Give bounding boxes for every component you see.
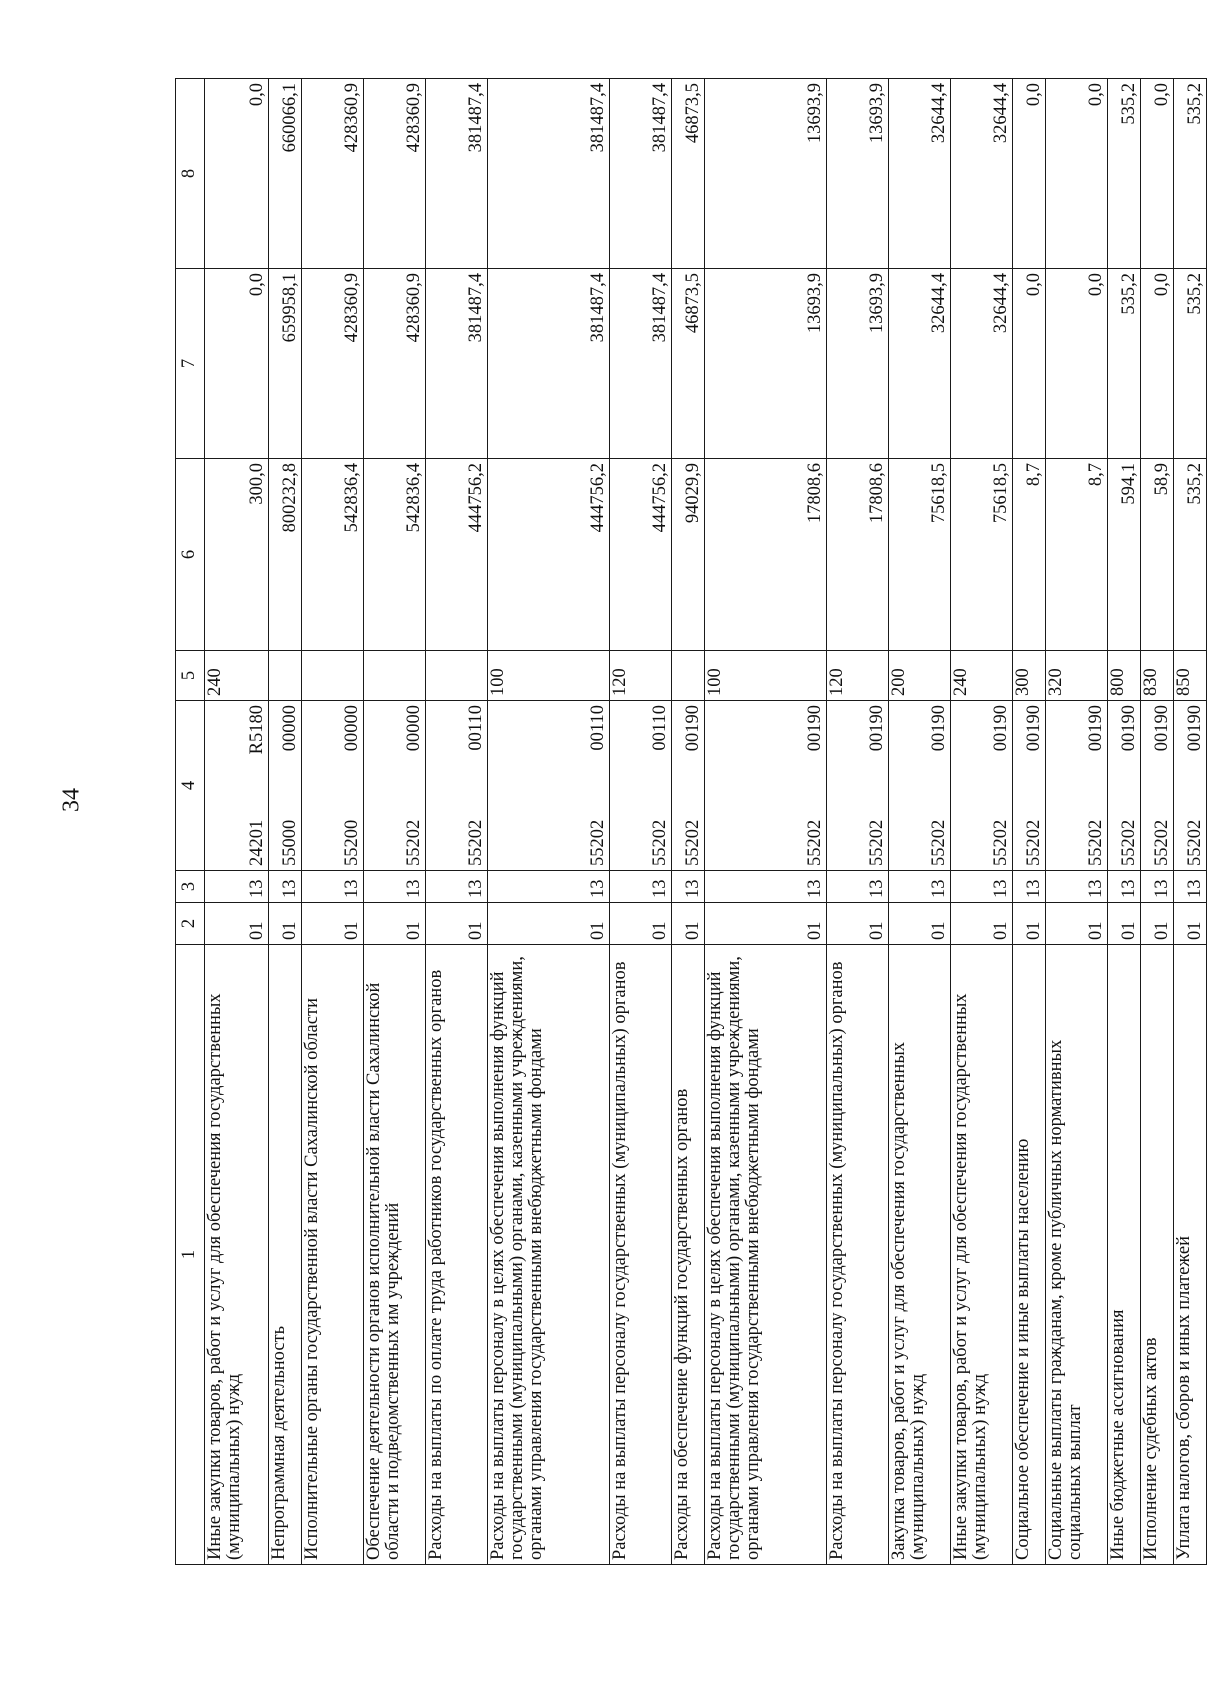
column-header: 1 [176, 945, 205, 1565]
column-header: 7 [176, 269, 205, 459]
amount-col6-cell: 542836,4 [364, 459, 426, 651]
section-code-cell: 01 [1174, 903, 1207, 945]
target-article-code [806, 705, 825, 866]
expense-type-cell: 200 [889, 651, 951, 701]
amount-col6-cell: 17808,6 [705, 459, 827, 651]
target-article-part1: 55202 [804, 819, 825, 866]
amount-col6-cell: 800232,8 [269, 459, 302, 651]
target-article-cell [364, 701, 426, 871]
amount-col6-cell: 75618,5 [951, 459, 1013, 651]
target-article-cell [269, 701, 302, 871]
target-article-part1: 55200 [341, 819, 362, 866]
target-article-part2: 00190 [928, 705, 949, 752]
target-article-part1: 55202 [465, 819, 486, 866]
expense-name-cell: Расходы на выплаты персоналу в целях обеспечения выполнения функций государственными (муниципальными) органами, казенными учреждениями, органами управления государственными внебюджетными фондами [705, 945, 827, 1565]
section-code-cell: 01 [1141, 903, 1174, 945]
subsection-code-cell: 13 [1108, 871, 1141, 903]
amount-col6-cell: 17808,6 [827, 459, 889, 651]
target-article-part2: 00190 [682, 705, 703, 752]
target-article-part1: 55202 [403, 819, 424, 866]
table-row [302, 79, 364, 1565]
expense-type-cell: 240 [205, 651, 269, 701]
amount-col6-cell: 444756,2 [426, 459, 488, 651]
expense-name-cell: Социальные выплаты гражданам, кроме публичных нормативных социальных выплат [1046, 945, 1108, 1565]
expense-type-cell [672, 651, 705, 701]
subsection-code-cell: 13 [426, 871, 488, 903]
target-article-code [343, 705, 362, 866]
section-code-cell: 01 [488, 903, 610, 945]
target-article-cell [827, 701, 889, 871]
section-code-cell: 01 [889, 903, 951, 945]
table-row [205, 79, 269, 1565]
section-code-cell: 01 [1013, 903, 1046, 945]
target-article-cell [1141, 701, 1174, 871]
subsection-code-cell: 13 [705, 871, 827, 903]
amount-col8-cell: 46873,5 [672, 79, 705, 269]
expense-name-cell: Исполнительные органы государственной власти Сахалинской области [302, 945, 364, 1565]
amount-col7-cell: 13693,9 [827, 269, 889, 459]
expense-name-cell: Иные закупки товаров, работ и услуг для обеспечения государственных (муниципальных) нужд [205, 945, 269, 1565]
table-row [364, 79, 426, 1565]
subsection-code-cell: 13 [827, 871, 889, 903]
column-header: 5 [176, 651, 205, 701]
table-row [269, 79, 302, 1565]
expense-name-cell: Непрограммная деятельность [269, 945, 302, 1565]
amount-col6-cell: 444756,2 [488, 459, 610, 651]
amount-col7-cell: 381487,4 [610, 269, 672, 459]
target-article-part2: 00190 [1118, 705, 1139, 752]
amount-col7-cell: 32644,4 [889, 269, 951, 459]
expense-name-cell: Расходы на выплаты персоналу государственных (муниципальных) органов [610, 945, 672, 1565]
table-row [488, 79, 610, 1565]
target-article-part2: 00190 [1151, 705, 1172, 752]
target-article-part1: 55202 [1184, 819, 1205, 866]
amount-col6-cell: 535,2 [1174, 459, 1207, 651]
target-article-part2: 00190 [1023, 705, 1044, 752]
amount-col7-cell: 0,0 [205, 269, 269, 459]
amount-col8-cell: 381487,4 [488, 79, 610, 269]
target-article-code [1120, 705, 1139, 866]
table-row [426, 79, 488, 1565]
section-code-cell: 01 [302, 903, 364, 945]
amount-col7-cell: 535,2 [1108, 269, 1141, 459]
amount-col6-cell: 300,0 [205, 459, 269, 651]
target-article-part1: 55000 [279, 819, 300, 866]
target-article-cell [488, 701, 610, 871]
section-code-cell: 01 [426, 903, 488, 945]
target-article-code [589, 705, 608, 866]
amount-col7-cell: 428360,9 [302, 269, 364, 459]
amount-col7-cell: 0,0 [1013, 269, 1046, 459]
amount-col6-cell: 594,1 [1108, 459, 1141, 651]
target-article-cell [951, 701, 1013, 871]
page-number: 34 [58, 788, 85, 812]
target-article-part1: 55202 [1151, 819, 1172, 866]
expense-name-cell: Закупка товаров, работ и услуг для обеспечения государственных (муниципальных) нужд [889, 945, 951, 1565]
subsection-code-cell: 13 [302, 871, 364, 903]
subsection-code-cell: 13 [610, 871, 672, 903]
amount-col7-cell: 381487,4 [426, 269, 488, 459]
subsection-code-cell: 13 [1141, 871, 1174, 903]
amount-col6-cell: 444756,2 [610, 459, 672, 651]
amount-col8-cell: 535,2 [1108, 79, 1141, 269]
table-row [889, 79, 951, 1565]
target-article-cell [672, 701, 705, 871]
target-article-code [992, 705, 1011, 866]
subsection-code-cell: 13 [205, 871, 269, 903]
section-code-cell: 01 [269, 903, 302, 945]
subsection-code-cell: 13 [951, 871, 1013, 903]
amount-col8-cell: 13693,9 [705, 79, 827, 269]
target-article-code [930, 705, 949, 866]
target-article-part2: 00190 [866, 705, 887, 752]
target-article-part2: 00110 [587, 705, 608, 751]
target-article-part2: R5180 [246, 705, 267, 755]
expense-type-cell: 850 [1174, 651, 1207, 701]
expense-type-cell: 100 [705, 651, 827, 701]
expense-type-cell [302, 651, 364, 701]
target-article-cell [1108, 701, 1141, 871]
section-code-cell: 01 [1108, 903, 1141, 945]
amount-col7-cell: 428360,9 [364, 269, 426, 459]
target-article-part1: 55202 [682, 819, 703, 866]
expense-name-cell: Исполнение судебных актов [1141, 945, 1174, 1565]
subsection-code-cell: 13 [889, 871, 951, 903]
expense-name-cell: Социальное обеспечение и иные выплаты населению [1013, 945, 1046, 1565]
expense-name-cell: Расходы на обеспечение функций государственных органов [672, 945, 705, 1565]
amount-col8-cell: 428360,9 [364, 79, 426, 269]
target-article-code [467, 705, 486, 866]
target-article-part2: 00000 [403, 705, 424, 752]
target-article-part1: 55202 [928, 819, 949, 866]
table-row [1108, 79, 1141, 1565]
budget-table-wrapper [175, 79, 1205, 1565]
expense-type-cell: 300 [1013, 651, 1046, 701]
target-article-part2: 00190 [990, 705, 1011, 752]
amount-col7-cell: 659958,1 [269, 269, 302, 459]
subsection-code-cell: 13 [364, 871, 426, 903]
target-article-code [1087, 705, 1106, 866]
table-row [1174, 79, 1207, 1565]
amount-col8-cell: 0,0 [205, 79, 269, 269]
target-article-code [1186, 705, 1205, 866]
expense-name-cell: Иные закупки товаров, работ и услуг для обеспечения государственных (муниципальных) нужд [951, 945, 1013, 1565]
target-article-code [1153, 705, 1172, 866]
table-row [1013, 79, 1046, 1565]
amount-col8-cell: 0,0 [1141, 79, 1174, 269]
amount-col7-cell: 381487,4 [488, 269, 610, 459]
column-header: 3 [176, 871, 205, 903]
section-code-cell: 01 [364, 903, 426, 945]
target-article-part1: 55202 [990, 819, 1011, 866]
expense-name-cell: Расходы на выплаты по оплате труда работников государственных органов [426, 945, 488, 1565]
amount-col7-cell: 46873,5 [672, 269, 705, 459]
column-header: 8 [176, 79, 205, 269]
target-article-code [281, 705, 300, 866]
subsection-code-cell: 13 [1013, 871, 1046, 903]
subsection-code-cell: 13 [672, 871, 705, 903]
expense-type-cell: 800 [1108, 651, 1141, 701]
expense-name-cell: Расходы на выплаты персоналу государственных (муниципальных) органов [827, 945, 889, 1565]
amount-col6-cell: 8,7 [1046, 459, 1108, 651]
column-header: 4 [176, 701, 205, 871]
target-article-part1: 55202 [649, 819, 670, 866]
amount-col8-cell: 0,0 [1046, 79, 1108, 269]
target-article-part2: 00000 [341, 705, 362, 752]
amount-col8-cell: 13693,9 [827, 79, 889, 269]
amount-col8-cell: 0,0 [1013, 79, 1046, 269]
expense-name-cell: Расходы на выплаты персоналу в целях обеспечения выполнения функций государственными (муниципальными) органами, казенными учреждениями, органами управления государственными внебюджетными фондами [488, 945, 610, 1565]
table-row [610, 79, 672, 1565]
budget-table [175, 78, 1207, 1565]
target-article-part1: 55202 [1085, 819, 1106, 866]
expense-type-cell: 320 [1046, 651, 1108, 701]
target-article-part2: 00000 [279, 705, 300, 752]
column-header: 2 [176, 903, 205, 945]
target-article-cell [889, 701, 951, 871]
table-row [1141, 79, 1174, 1565]
target-article-cell [610, 701, 672, 871]
amount-col7-cell: 535,2 [1174, 269, 1207, 459]
expense-type-cell: 100 [488, 651, 610, 701]
amount-col8-cell: 381487,4 [610, 79, 672, 269]
table-row [1046, 79, 1108, 1565]
target-article-part2: 00110 [649, 705, 670, 751]
target-article-cell [1174, 701, 1207, 871]
expense-name-cell: Иные бюджетные ассигнования [1108, 945, 1141, 1565]
section-code-cell: 01 [610, 903, 672, 945]
subsection-code-cell: 13 [269, 871, 302, 903]
amount-col6-cell: 8,7 [1013, 459, 1046, 651]
target-article-code [651, 705, 670, 866]
expense-type-cell: 240 [951, 651, 1013, 701]
target-article-part2: 00110 [465, 705, 486, 751]
amount-col6-cell: 58,9 [1141, 459, 1174, 651]
section-code-cell: 01 [951, 903, 1013, 945]
subsection-code-cell: 13 [488, 871, 610, 903]
section-code-cell: 01 [827, 903, 889, 945]
amount-col8-cell: 660066,1 [269, 79, 302, 269]
amount-col7-cell: 32644,4 [951, 269, 1013, 459]
expense-type-cell: 120 [610, 651, 672, 701]
target-article-part2: 00190 [1085, 705, 1106, 752]
table-row [827, 79, 889, 1565]
section-code-cell: 01 [705, 903, 827, 945]
amount-col8-cell: 428360,9 [302, 79, 364, 269]
target-article-cell [302, 701, 364, 871]
target-article-cell [205, 701, 269, 871]
amount-col8-cell: 535,2 [1174, 79, 1207, 269]
amount-col6-cell: 542836,4 [302, 459, 364, 651]
table-row [705, 79, 827, 1565]
target-article-part2: 00190 [804, 705, 825, 752]
amount-col7-cell: 0,0 [1141, 269, 1174, 459]
amount-col6-cell: 75618,5 [889, 459, 951, 651]
target-article-cell [1046, 701, 1108, 871]
target-article-code [868, 705, 887, 866]
section-code-cell: 01 [1046, 903, 1108, 945]
expense-type-cell: 120 [827, 651, 889, 701]
expense-name-cell: Уплата налогов, сборов и иных платежей [1174, 945, 1207, 1565]
target-article-code [1025, 705, 1044, 866]
column-header: 6 [176, 459, 205, 651]
table-body [205, 79, 1207, 1565]
section-code-cell: 01 [205, 903, 269, 945]
target-article-cell [426, 701, 488, 871]
amount-col6-cell: 94029,9 [672, 459, 705, 651]
target-article-part1: 55202 [866, 819, 887, 866]
amount-col7-cell: 13693,9 [705, 269, 827, 459]
table-row [951, 79, 1013, 1565]
expense-type-cell: 830 [1141, 651, 1174, 701]
expense-type-cell [364, 651, 426, 701]
table-row [672, 79, 705, 1565]
target-article-code [405, 705, 424, 866]
amount-col8-cell: 32644,4 [951, 79, 1013, 269]
target-article-part1: 24201 [246, 819, 267, 866]
subsection-code-cell: 13 [1174, 871, 1207, 903]
expense-type-cell [269, 651, 302, 701]
amount-col7-cell: 0,0 [1046, 269, 1108, 459]
expense-name-cell: Обеспечение деятельности органов исполнительной власти Сахалинской области и подведомственных им учреждений [364, 945, 426, 1565]
subsection-code-cell: 13 [1046, 871, 1108, 903]
target-article-code [684, 705, 703, 866]
target-article-cell [1013, 701, 1046, 871]
target-article-part2: 00190 [1184, 705, 1205, 752]
amount-col8-cell: 32644,4 [889, 79, 951, 269]
target-article-code [248, 705, 267, 866]
amount-col8-cell: 381487,4 [426, 79, 488, 269]
expense-type-cell [426, 651, 488, 701]
target-article-part1: 55202 [587, 819, 608, 866]
target-article-cell [705, 701, 827, 871]
target-article-part1: 55202 [1118, 819, 1139, 866]
section-code-cell: 01 [672, 903, 705, 945]
header-row [176, 79, 205, 1565]
target-article-part1: 55202 [1023, 819, 1044, 866]
